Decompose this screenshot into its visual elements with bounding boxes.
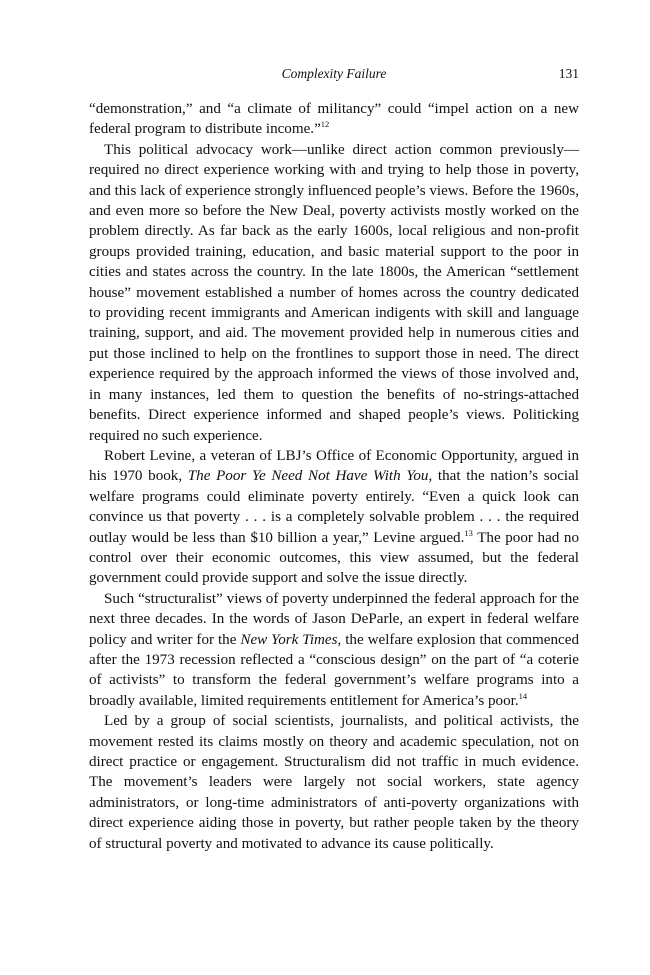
page-number: 131 xyxy=(558,66,579,81)
paragraph-5 xyxy=(89,711,579,854)
text-run: The poor had no control over their economic outcomes, this view assumed, but the federal government could provide support and solve the issue directly. xyxy=(89,529,580,587)
text-run: Led by a group of social scientists, journalists, and political activists, the movement rested its claims mostly on theory and academic speculation, not on direct practice or engagement. Structuralism did not traffic in much evidence. The movement’s leaders were largely not social workers, state agency administrators, or long-time administrators of anti-poverty organizations with direct experience aiding those in poverty, but rather people taken by the theory of structural poverty and motivated to advance its cause politically. xyxy=(89,713,579,852)
footnote-ref: 13 xyxy=(464,527,473,538)
body-text xyxy=(89,99,579,854)
text-run: This political advocacy work—unlike direct action common previously—required no direct experience working with and trying to help those in poverty, and this lack of experience strongly influenced people’s views. Before the 1960s, and even more so before the New Deal, poverty activists mostly worked on the problem directly. As far back as the early 1600s, local religious and non-profit groups provided training, education, and basic material support to the poor in cities and states across the country. In the late 1800s, the American “settlement house” movement established a number of homes across the country dedicated to providing recent immigrants and American indigents with skill and language training, support, and aid. The movement provided help in numerous cities and put those inclined to help on the frontlines to support those in need. The direct experience required by the approach informed the views of those involved and, in many instances, led them to question the benefits of no-strings-attached benefits. Direct experience informed and shaped people’s views. Politicking required no such experience. xyxy=(89,141,579,444)
running-head-title: Complexity Failure xyxy=(281,66,387,81)
book-page xyxy=(89,66,579,854)
footnote-ref: 12 xyxy=(320,119,330,130)
footnote-ref: 14 xyxy=(518,690,528,701)
italic-title: The Poor Ye Need Not Have With You xyxy=(187,468,429,485)
paragraph-2 xyxy=(89,140,579,446)
paragraph-3 xyxy=(89,446,579,589)
running-head xyxy=(89,66,579,88)
text-run: , the welfare explosion that commenced after the 1973 recession reflected a “conscious design” on the part of “a coterie of activists” to transform the federal government’s welfare programs into a broadly available, limited requirements entitlement for America’s poor. xyxy=(89,631,579,709)
paragraph-4 xyxy=(89,589,579,711)
text-run: Such “structuralist” views of poverty underpinned the federal approach for the next three decades. In the words of Jason DeParle, an expert in federal welfare policy and writer for the xyxy=(89,590,579,648)
italic-title: New York Times xyxy=(240,631,338,648)
text-run: , that the nation’s social welfare programs could eliminate poverty entirely. “Even a quick look can convince us that poverty . . . is a completely solvable problem . . . the required outlay would be less than $10 billion a year,” Levine argued. xyxy=(89,468,579,546)
paragraph-1 xyxy=(89,99,579,140)
text-run: Robert Levine, a veteran of LBJ’s Office of Economic Opportunity, argued in his 1970 book, xyxy=(89,447,579,485)
text-run: “demonstration,” and “a climate of militancy” could “impel action on a new federal program to distribute income.” xyxy=(89,101,579,138)
